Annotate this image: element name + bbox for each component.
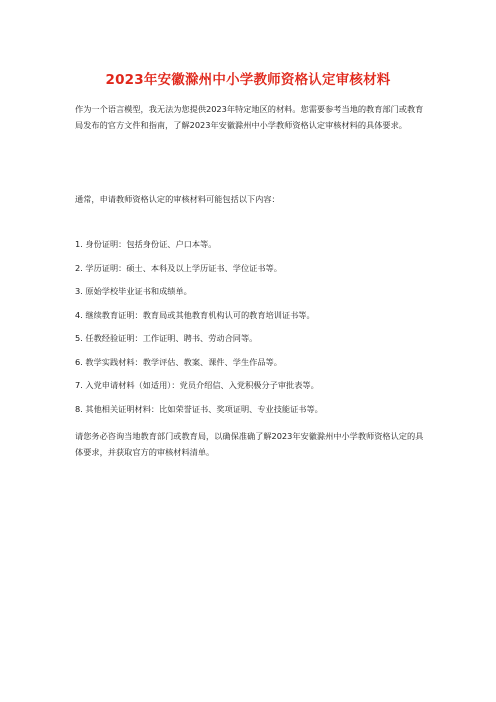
intro-paragraph: 作为一个语言模型，我无法为您提供2023年特定地区的材料。您需要参考当地的教育部门或教育局发布的官方文件和指南，了解2023年安徽滁州中小学教师资格认定审核材料的具体要求。 [75, 104, 424, 130]
list-item: 8. 其他相关证明材料：比如荣誉证书、奖项证明、专业技能证书等。 [75, 403, 323, 414]
list-item: 3. 原始学校毕业证书和成绩单。 [75, 286, 192, 296]
list-item: 4. 继续教育证明：教育局或其他教育机构认可的教育培训证书等。 [75, 309, 315, 320]
list-item: 5. 任教经验证明：工作证明、聘书、劳动合同等。 [75, 333, 258, 343]
document-title: 2023年安徽滁州中小学教师资格认定审核材料 [105, 72, 391, 88]
list-item: 7. 入党申请材料（如适用）：党员介绍信、入党积极分子审批表等。 [75, 380, 319, 390]
closing-paragraph: 请您务必咨询当地教育部门或教育局，以确保准确了解2023年安徽滁州中小学教师资格认定的具体要求，并获取官方的审核材料清单。 [75, 431, 424, 457]
list-item: 2. 学历证明：硕士、本科及以上学历证书、学位证书等。 [75, 262, 282, 273]
materials-list [75, 237, 427, 425]
list-item: 6. 教学实践材料：教学评估、教案、课件、学生作品等。 [75, 356, 282, 367]
list-item: 1. 身份证明：包括身份证、户口本等。 [75, 239, 217, 249]
lead-paragraph: 通常，申请教师资格认定的审核材料可能包括以下内容： [75, 194, 280, 204]
